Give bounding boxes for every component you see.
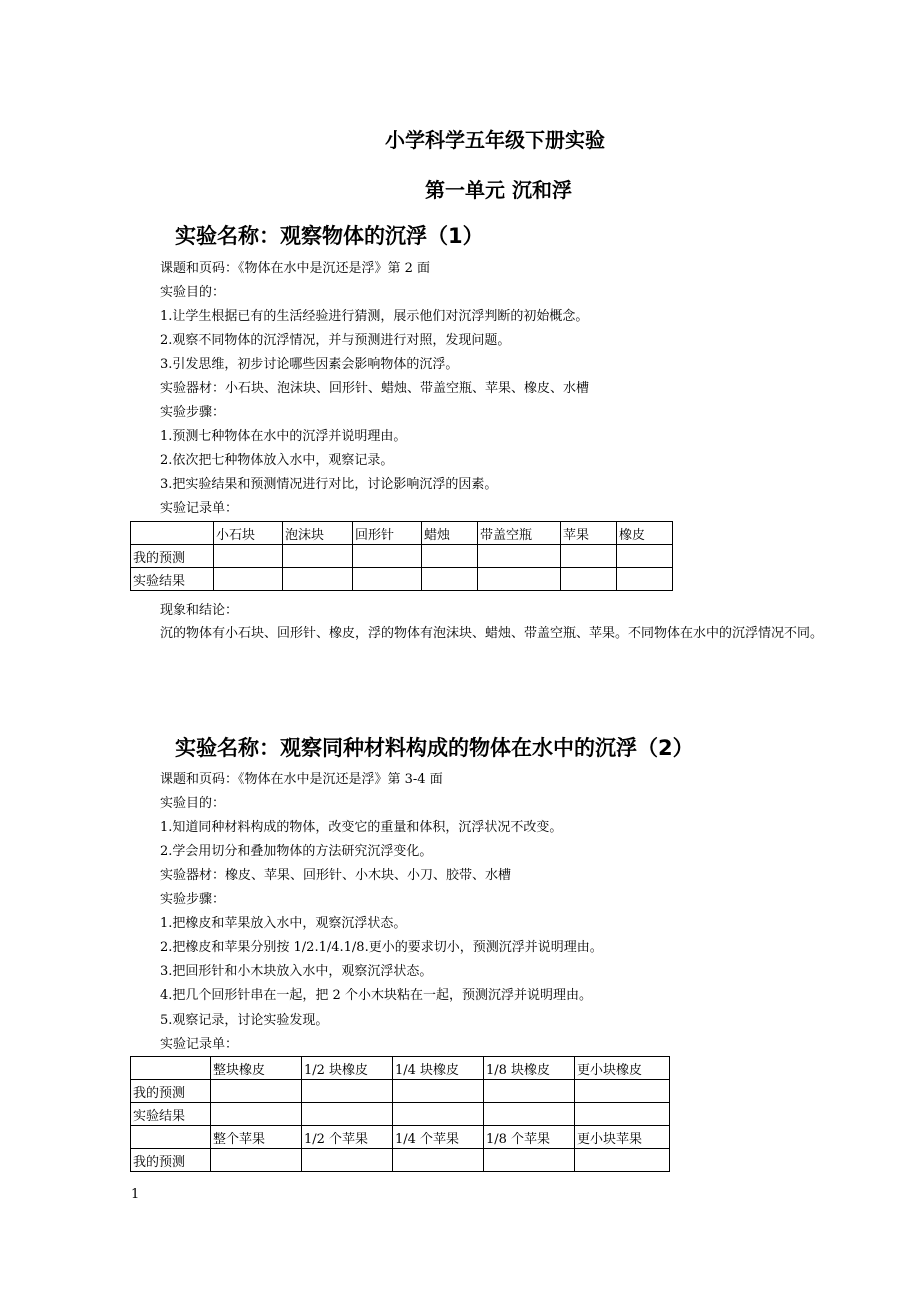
table-cell: 泡沫块 <box>283 522 353 545</box>
exp1-line: 2.依次把七种物体放入水中，观察记录。 <box>160 453 394 468</box>
table-row <box>131 1103 670 1126</box>
table-cell <box>353 545 422 568</box>
table-row <box>131 522 673 545</box>
document-title: 小学科学五年级下册实验 <box>385 128 605 152</box>
exp1-line: 实验器材：小石块、泡沫块、回形针、蜡烛、带盖空瓶、苹果、橡皮、水槽 <box>160 381 590 396</box>
exp2-line: 2.学会用切分和叠加物体的方法研究沉浮变化。 <box>160 844 433 859</box>
exp1-line: 实验记录单： <box>160 501 239 516</box>
exp2-line: 5.观察记录，讨论实验发现。 <box>160 1013 329 1028</box>
exp2-line: 3.把回形针和小木块放入水中，观察沉浮状态。 <box>160 964 433 979</box>
table-row <box>131 1149 670 1172</box>
exp1-line: 1.预测七种物体在水中的沉浮并说明理由。 <box>160 429 407 444</box>
table-cell <box>561 568 617 591</box>
table-cell <box>561 545 617 568</box>
exp2-line: 实验记录单： <box>160 1037 239 1052</box>
exp1-line: 3.把实验结果和预测情况进行对比，讨论影响沉浮的因素。 <box>160 477 498 492</box>
table-row <box>131 545 673 568</box>
exp2-line: 实验器材：橡皮、苹果、回形针、小木块、小刀、胶带、水槽 <box>160 868 512 883</box>
exp2-line: 实验目的： <box>160 796 226 811</box>
experiment-1-record-table <box>130 521 673 591</box>
table-cell <box>353 568 422 591</box>
row-label: 我的预测 <box>131 545 214 568</box>
page-number: 1 <box>131 1187 140 1202</box>
conclusion-text: 沉的物体有小石块、回形针、橡皮，浮的物体有泡沫块、蜡烛、带盖空瓶、苹果。不同物体在水中的沉浮情况不同。 <box>160 626 824 641</box>
table-cell <box>422 568 478 591</box>
table-cell: 回形针 <box>353 522 422 545</box>
exp1-line: 2.观察不同物体的沉浮情况，并与预测进行对照，发现问题。 <box>160 333 511 348</box>
table-row <box>131 568 673 591</box>
experiment-1-title: 实验名称：观察物体的沉浮（1） <box>175 224 484 248</box>
table-cell: 更小块苹果 <box>575 1126 670 1149</box>
table-cell <box>302 1080 393 1103</box>
table-cell <box>617 545 673 568</box>
table-cell: 整个苹果 <box>211 1126 302 1149</box>
exp1-line: 课题和页码：《物体在水中是沉还是浮》第 2 面 <box>160 261 431 276</box>
exp1-line: 实验步骤： <box>160 405 226 420</box>
table-cell: 蜡烛 <box>422 522 478 545</box>
row-label: 我的预测 <box>131 1149 211 1172</box>
table-row <box>131 1080 670 1103</box>
experiment-2-record-table <box>130 1056 670 1172</box>
table-row <box>131 1057 670 1080</box>
exp2-line: 1.把橡皮和苹果放入水中，观察沉浮状态。 <box>160 916 407 931</box>
table-cell: 橡皮 <box>617 522 673 545</box>
table-cell <box>393 1103 484 1126</box>
table-cell <box>214 545 283 568</box>
exp1-line: 实验目的： <box>160 285 226 300</box>
table-cell: 1/2 块橡皮 <box>302 1057 393 1080</box>
experiment-2-title: 实验名称：观察同种材料构成的物体在水中的沉浮（2） <box>175 736 694 760</box>
table-cell: 带盖空瓶 <box>478 522 561 545</box>
table-cell <box>211 1080 302 1103</box>
row-label: 实验结果 <box>131 568 214 591</box>
table-cell <box>283 568 353 591</box>
table-cell <box>393 1080 484 1103</box>
table-cell <box>211 1149 302 1172</box>
exp1-line: 1.让学生根据已有的生活经验进行猜测，展示他们对沉浮判断的初始概念。 <box>160 309 589 324</box>
table-cell <box>393 1149 484 1172</box>
table-cell <box>617 568 673 591</box>
table-cell <box>478 568 561 591</box>
table-cell <box>484 1080 575 1103</box>
table-cell <box>302 1149 393 1172</box>
unit-title: 第一单元 沉和浮 <box>425 178 572 202</box>
table-cell <box>131 522 214 545</box>
row-label: 我的预测 <box>131 1080 211 1103</box>
table-cell <box>575 1149 670 1172</box>
table-cell: 整块橡皮 <box>211 1057 302 1080</box>
exp2-line: 2.把橡皮和苹果分别按 1/2.1/4.1/8.更小的要求切小，预测沉浮并说明理由。 <box>160 940 603 955</box>
table-cell: 苹果 <box>561 522 617 545</box>
table-cell: 1/8 块橡皮 <box>484 1057 575 1080</box>
table-row <box>131 1126 670 1149</box>
exp2-line: 实验步骤： <box>160 892 226 907</box>
table-cell <box>575 1080 670 1103</box>
table-cell <box>302 1103 393 1126</box>
table-cell <box>131 1126 211 1149</box>
table-cell: 1/2 个苹果 <box>302 1126 393 1149</box>
table-cell <box>478 545 561 568</box>
table-cell: 1/4 个苹果 <box>393 1126 484 1149</box>
exp2-line: 课题和页码：《物体在水中是沉还是浮》第 3-4 面 <box>160 772 443 787</box>
table-cell: 1/8 个苹果 <box>484 1126 575 1149</box>
table-cell <box>283 545 353 568</box>
exp1-line: 3.引发思维，初步讨论哪些因素会影响物体的沉浮。 <box>160 357 459 372</box>
exp2-line: 4.把几个回形针串在一起，把 2 个小木块粘在一起，预测沉浮并说明理由。 <box>160 988 592 1003</box>
exp2-line: 1.知道同种材料构成的物体，改变它的重量和体积，沉浮状况不改变。 <box>160 820 563 835</box>
table-cell <box>131 1057 211 1080</box>
table-cell: 更小块橡皮 <box>575 1057 670 1080</box>
table-cell <box>422 545 478 568</box>
table-cell: 小石块 <box>214 522 283 545</box>
row-label: 实验结果 <box>131 1103 211 1126</box>
table-cell <box>214 568 283 591</box>
conclusion-label: 现象和结论： <box>160 603 239 618</box>
table-cell <box>484 1103 575 1126</box>
table-cell <box>484 1149 575 1172</box>
table-cell <box>211 1103 302 1126</box>
table-cell <box>575 1103 670 1126</box>
table-cell: 1/4 块橡皮 <box>393 1057 484 1080</box>
